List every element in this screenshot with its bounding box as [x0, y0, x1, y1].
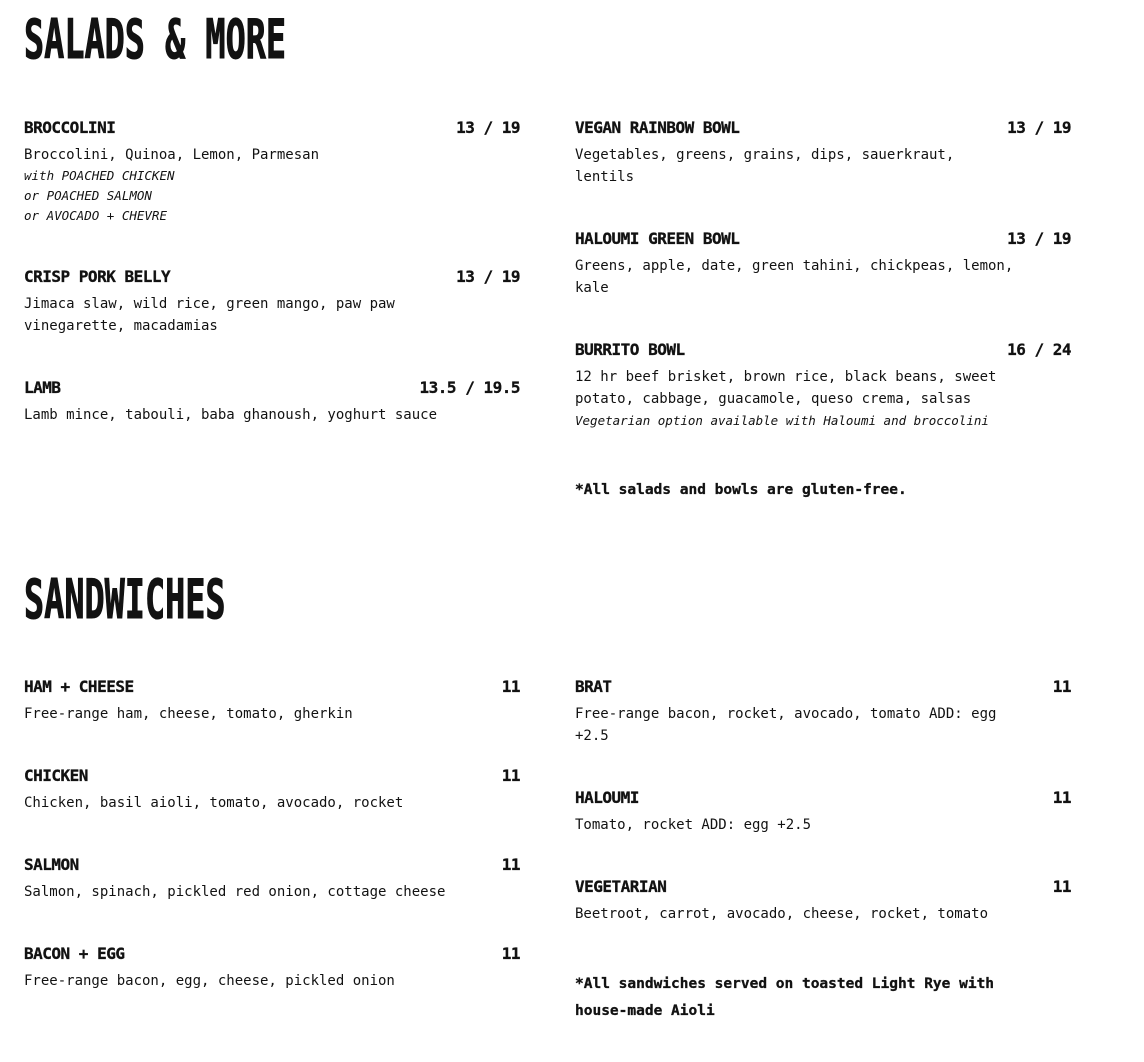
menu-item-description: Jimaca slaw, wild rice, green mango, paw paw vinegarette, macadamias [24, 295, 395, 334]
menu-item-price: 13 / 19 [456, 266, 520, 286]
menu-item [575, 787, 1071, 836]
menu-item [24, 943, 520, 992]
menu-item-header [575, 228, 1071, 250]
menu-item [575, 228, 1071, 299]
menu-item-price: 13 / 19 [456, 117, 520, 137]
menu-column [24, 676, 520, 1032]
menu-item-header [575, 117, 1071, 139]
menu-item-price: 16 / 24 [1007, 339, 1071, 359]
menu-item-description: Broccolini, Quinoa, Lemon, Parmesan [24, 146, 320, 163]
menu-item-name: BROCCOLINI [24, 117, 116, 137]
menu-item-description: Salmon, spinach, pickled red onion, cottage cheese [24, 884, 446, 901]
menu-item-header [24, 117, 520, 139]
menu-item-name: VEGAN RAINBOW BOWL [575, 117, 740, 137]
menu-section [24, 567, 1071, 1033]
menu-item-name: CHICKEN [24, 766, 88, 786]
menu-item-description: Greens, apple, date, green tahini, chickpeas, lemon, kale [575, 257, 1014, 296]
menu-item-option: with POACHED CHICKEN [24, 167, 175, 183]
menu-item-option: or POACHED SALMON [24, 187, 152, 203]
menu-item-price: 11 [1052, 877, 1071, 897]
menu-item-header [24, 377, 520, 399]
menu-column [24, 117, 520, 466]
menu-item-header [575, 787, 1071, 809]
menu-item-name: HAM + CHEESE [24, 677, 134, 697]
menu-item-price: 11 [501, 944, 520, 964]
menu-item [575, 339, 1071, 431]
menu-item-name: BURRITO BOWL [575, 339, 685, 359]
menu-item [575, 676, 1071, 747]
menu-item-description: Free-range bacon, rocket, avocado, tomato ADD: egg +2.5 [575, 706, 997, 745]
menu-columns [24, 676, 1071, 1032]
menu-columns [24, 117, 1071, 504]
menu-item-description: Free-range ham, cheese, tomato, gherkin [24, 706, 353, 723]
menu-item-description: Free-range bacon, egg, cheese, pickled onion [24, 973, 395, 990]
menu-item [24, 676, 520, 725]
menu-item-price: 11 [501, 766, 520, 786]
menu-item-name: HALOUMI GREEN BOWL [575, 228, 740, 248]
menu-item [575, 876, 1071, 925]
menu-item-price: 11 [1052, 788, 1071, 808]
section-note: *All sandwiches served on toasted Light Rye with house-made Aioli [575, 976, 995, 1020]
menu-item-header [575, 676, 1071, 698]
menu-item-name: SALMON [24, 855, 79, 875]
menu-item-header [24, 854, 520, 876]
menu-item [24, 765, 520, 814]
menu-item-name: CRISP PORK BELLY [24, 266, 171, 286]
menu-item [575, 117, 1071, 188]
menu-item-price: 11 [501, 855, 520, 875]
menu-item-price: 13 / 19 [1007, 228, 1071, 248]
menu-item-description: Beetroot, carrot, avocado, cheese, rocket, tomato [575, 906, 989, 923]
section-title: SALADS & MORE [24, 8, 287, 71]
menu-item-description: Tomato, rocket ADD: egg +2.5 [575, 817, 812, 834]
menu-item-name: VEGETARIAN [575, 877, 667, 897]
menu-item [24, 854, 520, 903]
menu-item-header [575, 876, 1071, 898]
menu-item-price: 11 [501, 677, 520, 697]
menu-item-price: 13.5 / 19.5 [419, 377, 520, 397]
menu-column [575, 676, 1071, 1025]
menu-item-header [24, 943, 520, 965]
section-note: *All salads and bowls are gluten-free. [575, 481, 907, 498]
menu-item-description: Chicken, basil aioli, tomato, avocado, rocket [24, 795, 404, 812]
menu-item [24, 117, 520, 226]
menu-item [24, 266, 520, 337]
menu-item-note: Vegetarian option available with Haloumi and broccolini [575, 412, 989, 428]
menu-section [24, 8, 1071, 504]
menu-item-name: HALOUMI [575, 788, 639, 808]
menu-item-header [24, 266, 520, 288]
menu-item-name: BACON + EGG [24, 944, 125, 964]
menu-item-option: or AVOCADO + CHEVRE [24, 207, 167, 223]
menu-item-price: 11 [1052, 677, 1071, 697]
menu-item-description: Vegetables, greens, grains, dips, sauerkraut, lentils [575, 146, 955, 185]
menu-item-description: Lamb mince, tabouli, baba ghanoush, yoghurt sauce [24, 406, 438, 423]
menu-item-name: LAMB [24, 377, 61, 397]
menu-item-header [575, 339, 1071, 361]
menu-item-name: BRAT [575, 677, 612, 697]
menu-item-header [24, 676, 520, 698]
menu-item [24, 377, 520, 426]
menu-item-header [24, 765, 520, 787]
menu-column [575, 117, 1071, 504]
menu-item-description: 12 hr beef brisket, brown rice, black beans, sweet potato, cabbage, guacamole, queso crema, salsas [575, 368, 997, 407]
menu-item-price: 13 / 19 [1007, 117, 1071, 137]
section-title: SANDWICHES [24, 567, 226, 631]
